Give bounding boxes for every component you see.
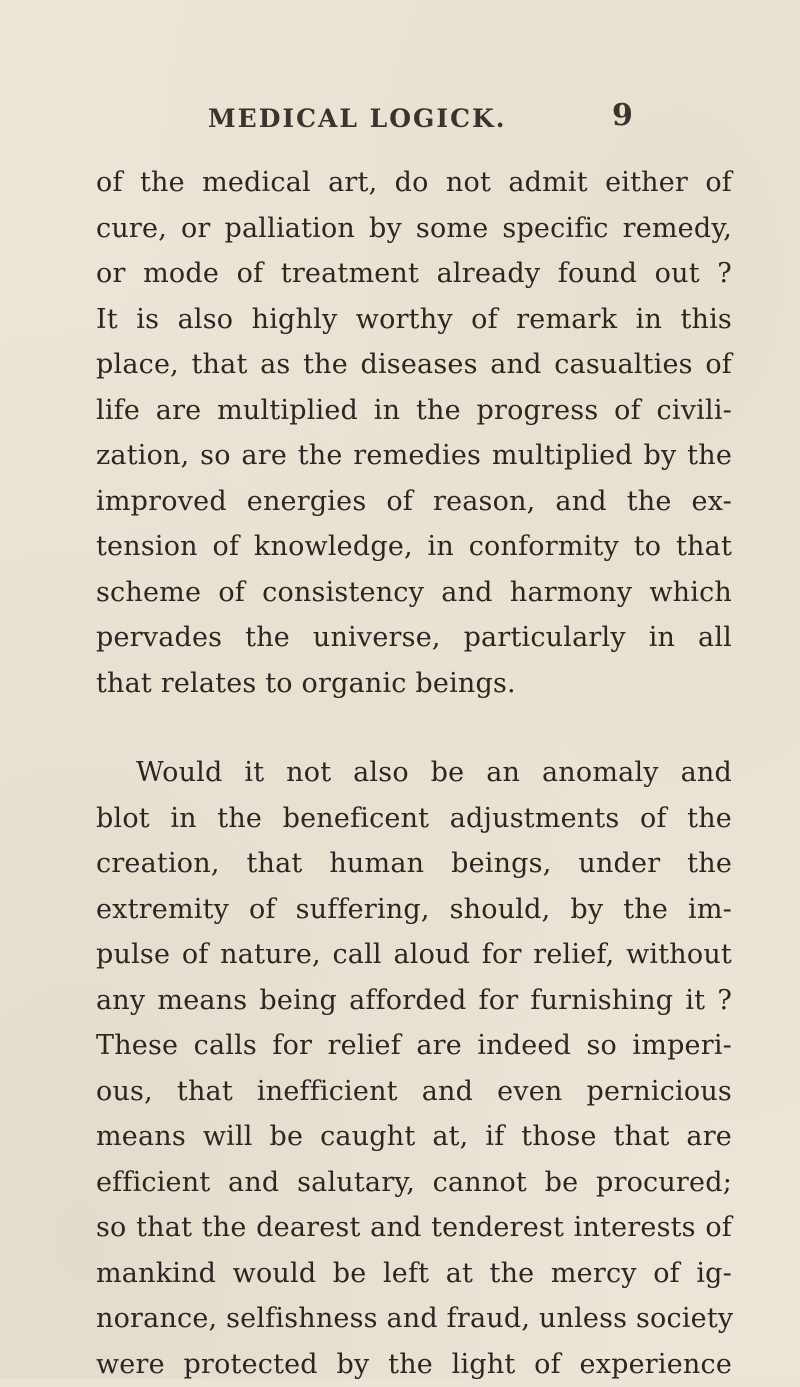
- text-line: tension of knowledge, in conformity to that: [96, 524, 732, 570]
- running-title: MEDICAL LOGICK.: [208, 104, 506, 133]
- text-line: any means being afforded for furnishing it ?: [96, 978, 732, 1024]
- text-line: of the medical art, do not admit either of: [96, 160, 732, 206]
- text-line: scheme of consistency and harmony which: [96, 570, 732, 616]
- running-head: [0, 104, 800, 144]
- text-line: so that the dearest and tenderest interests of: [96, 1205, 732, 1251]
- text-line: efficient and salutary, cannot be procured;: [96, 1160, 732, 1206]
- text-line: These calls for relief are indeed so imperi-: [96, 1023, 732, 1069]
- page-number: 9: [612, 98, 633, 133]
- text-line: Would it not also be an anomaly and: [96, 750, 732, 796]
- text-line: mankind would be left at the mercy of ig-: [96, 1251, 732, 1297]
- text-line: place, that as the diseases and casualties of: [96, 342, 732, 388]
- paragraph-1: [96, 160, 732, 706]
- text-line: norance, selfishness and fraud, unless society: [96, 1296, 732, 1342]
- text-line: zation, so are the remedies multiplied by the: [96, 433, 732, 479]
- text-line: or mode of treatment already found out ?: [96, 251, 732, 297]
- paragraph-gap: [96, 706, 732, 750]
- body-text: [96, 160, 732, 1387]
- paragraph-2: [96, 750, 732, 1387]
- text-line: cure, or palliation by some specific remedy,: [96, 206, 732, 252]
- text-line: means will be caught at, if those that are: [96, 1114, 732, 1160]
- text-line: pulse of nature, call aloud for relief, without: [96, 932, 732, 978]
- text-line: that relates to organic beings.: [96, 661, 732, 707]
- text-line: were protected by the light of experience: [96, 1342, 732, 1387]
- text-line: blot in the beneficent adjustments of the: [96, 796, 732, 842]
- text-line: creation, that human beings, under the: [96, 841, 732, 887]
- text-line: extremity of suffering, should, by the im-: [96, 887, 732, 933]
- text-line: pervades the universe, particularly in all: [96, 615, 732, 661]
- text-line: ous, that inefficient and even pernicious: [96, 1069, 732, 1115]
- text-line: life are multiplied in the progress of civili-: [96, 388, 732, 434]
- text-line: improved energies of reason, and the ex-: [96, 479, 732, 525]
- text-line: It is also highly worthy of remark in this: [96, 297, 732, 343]
